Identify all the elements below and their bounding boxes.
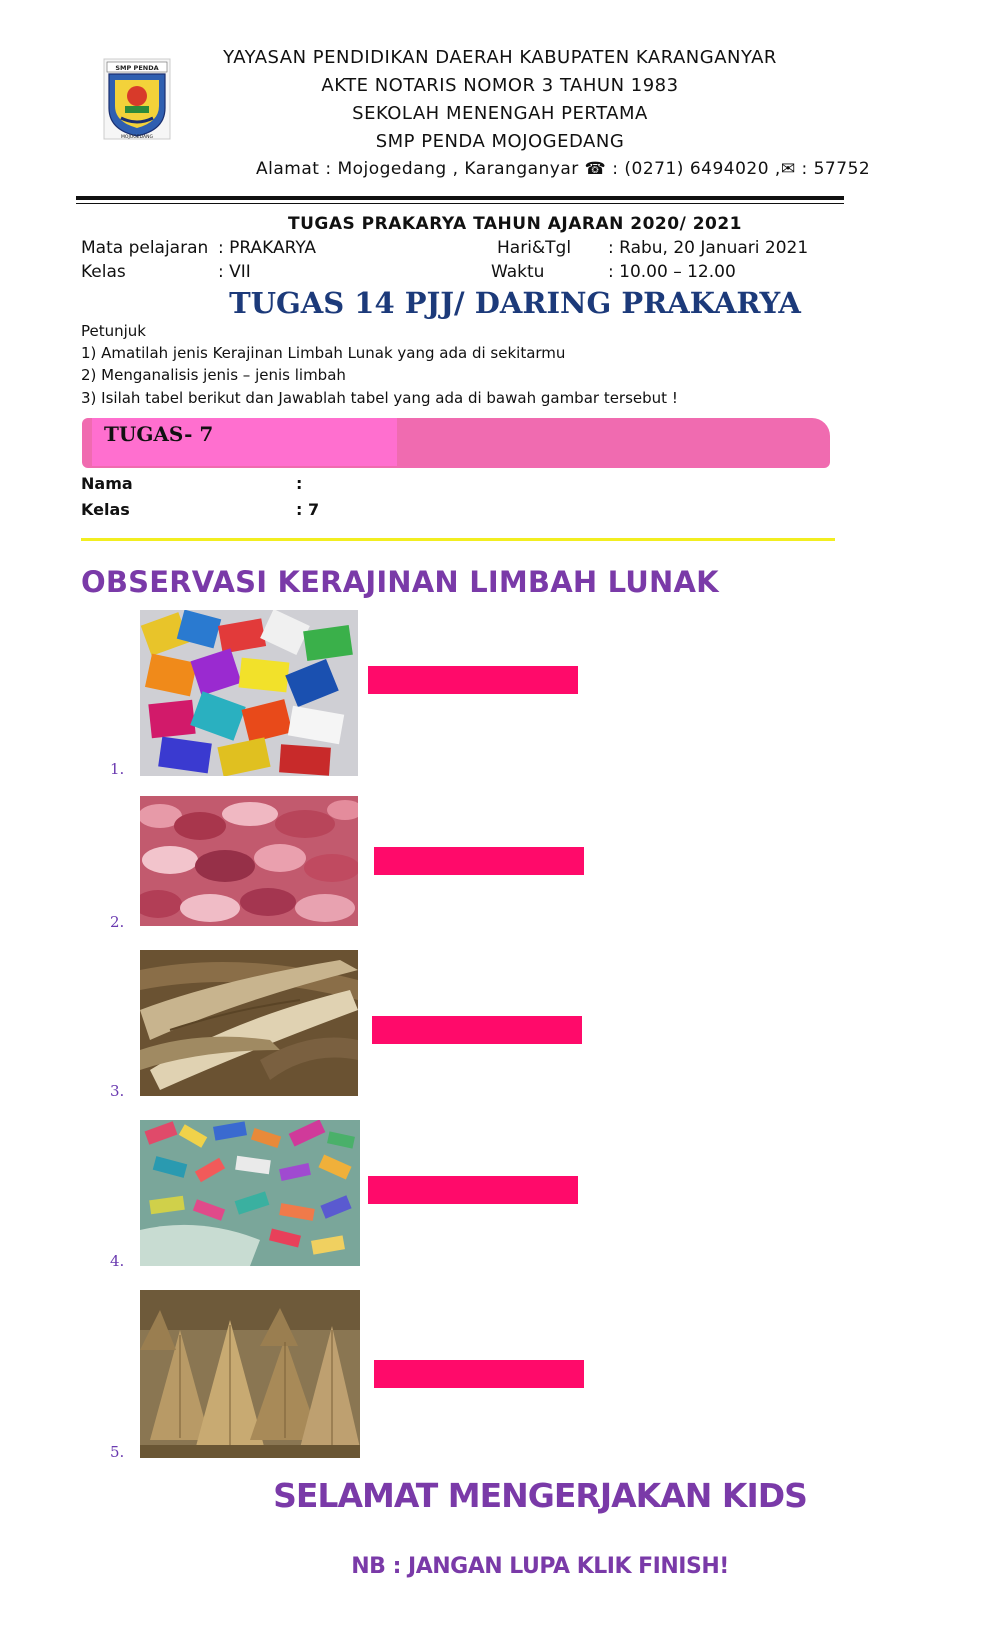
corn-husks-image [140,950,358,1096]
student-name-label: Nama [81,474,133,493]
answer-box-3[interactable] [372,1016,582,1044]
svg-text:SMP PENDA: SMP PENDA [115,64,159,72]
item-number: 1. [110,760,125,778]
time-value: : 10.00 – 12.00 [608,262,736,282]
finish-note: NB : JANGAN LUPA KLIK FINISH! [351,1554,729,1579]
answer-box-4[interactable] [368,1176,578,1204]
school-name: SMP PENDA MOJOGEDANG [375,131,625,152]
class-label: Kelas [81,262,126,282]
answer-box-2[interactable] [374,847,584,875]
exam-title: TUGAS PRAKARYA TAHUN AJARAN 2020/ 2021 [287,214,743,234]
subject-label: Mata pelajaran [81,238,209,258]
item-number: 3. [110,1082,125,1100]
date-label: Hari&Tgl [497,238,572,258]
item-number: 2. [110,913,125,931]
student-class-label: Kelas [81,500,130,519]
instructions-heading: Petunjuk [81,322,146,340]
answer-box-5[interactable] [374,1360,584,1388]
svg-text:MOJOGEDANG: MOJOGEDANG [121,135,153,140]
header-divider [76,196,844,200]
header-divider-thin [76,203,844,204]
time-label: Waktu [491,262,545,282]
answer-box-1[interactable] [368,666,578,694]
onion-skins-image [140,796,358,926]
notary-deed: AKTE NOTARIS NOMOR 3 TAHUN 1983 [321,75,679,96]
main-title: TUGAS 14 PJJ/ DARING PRAKARYA [229,286,801,320]
student-class-value[interactable]: : 7 [296,500,320,519]
student-name-value[interactable]: : [296,474,303,493]
fabric-scraps-image [140,1120,360,1266]
school-type: SEKOLAH MENENGAH PERTAMA [352,103,648,124]
yellow-divider [81,538,835,541]
foundation-name: YAYASAN PENDIDIKAN DAERAH KABUPATEN KARANGANYAR [223,47,777,68]
instruction-item: 1) Amatilah jenis Kerajinan Limbah Lunak yang ada di sekitarmu [81,344,566,362]
instruction-item: 3) Isilah tabel berikut dan Jawablah tabel yang ada di bawah gambar tersebut ! [81,389,678,407]
date-value: : Rabu, 20 Januari 2021 [608,238,809,258]
class-value: : VII [218,262,251,282]
item-number: 4. [110,1252,125,1270]
plastic-wrappers-image [140,610,358,776]
instruction-item: 2) Menganalisis jenis – jenis limbah [81,366,346,384]
subject-value: : PRAKARYA [218,238,317,258]
task-banner-label: TUGAS- 7 [104,422,214,446]
closing-message: SELAMAT MENGERJAKAN KIDS [273,1476,807,1515]
item-number: 5. [110,1443,125,1461]
rice-straw-image [140,1290,360,1458]
school-address: Alamat : Mojogedang , Karanganyar ☎ : (0271) 6494020 ,✉ : 57752 [256,159,871,179]
school-logo [103,58,171,140]
observation-title: OBSERVASI KERAJINAN LIMBAH LUNAK [81,565,719,599]
